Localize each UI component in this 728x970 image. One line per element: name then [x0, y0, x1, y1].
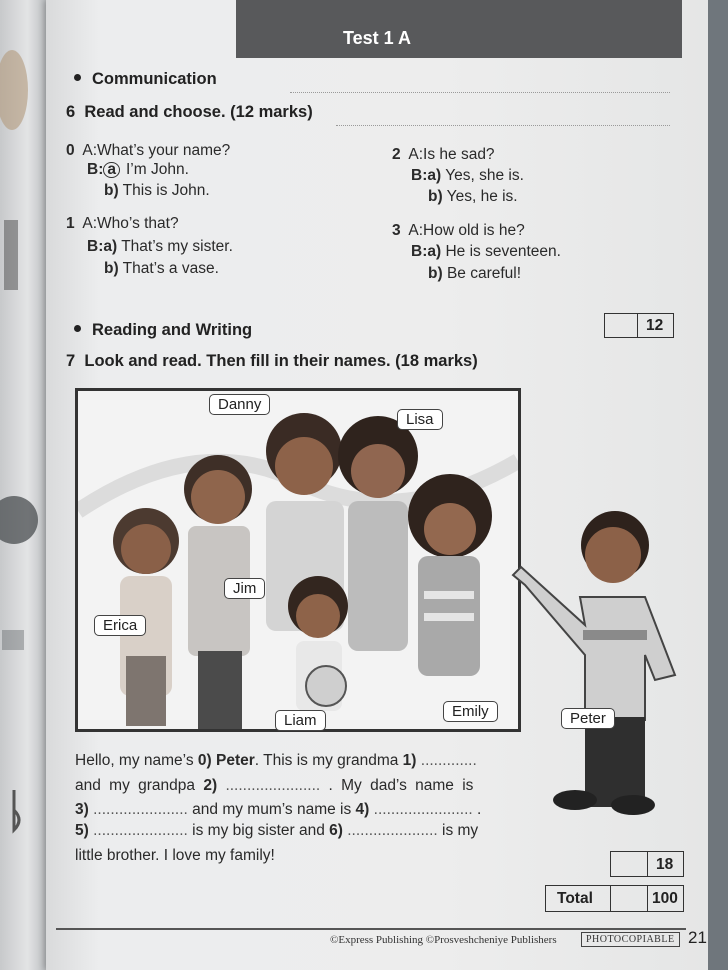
total-label: Total	[557, 890, 593, 907]
score-entry-field[interactable]	[604, 313, 638, 338]
text-line-4: 5) ...................... is my big sister and 6) ..................... is my	[75, 822, 479, 839]
score-max-communication: 12	[646, 317, 664, 334]
bullet-icon	[74, 74, 81, 81]
item-0-option-b[interactable]: b) This is John.	[104, 182, 210, 199]
blank-6[interactable]: .....................	[347, 822, 438, 839]
blank-4[interactable]: .......................	[373, 801, 473, 818]
lisa-figure	[338, 416, 418, 651]
item-0-question: 0 A:What’s your name?	[66, 142, 231, 159]
footer-credits: ©Express Publishing ©Prosveshcheniye Publishers	[330, 934, 557, 946]
family-picture	[75, 388, 521, 732]
item-2-option-b[interactable]: b) Yes, he is.	[428, 188, 518, 205]
item-1-option-a[interactable]: B:a) That’s my sister.	[87, 238, 233, 255]
blank-3[interactable]: ......................	[93, 801, 188, 818]
instruction-rule	[336, 125, 670, 126]
previous-page-illustration	[0, 0, 50, 970]
blank-2[interactable]: ......................	[225, 777, 321, 794]
text-line-3: 3) ...................... and my mum’s name is 4) ....................... .	[75, 801, 482, 818]
item-3-option-b[interactable]: b) Be careful!	[428, 265, 522, 282]
bullet-icon	[74, 325, 81, 332]
task-6-instruction: 6 Read and choose. (12 marks)	[66, 103, 313, 121]
item-3-question: 3 A:How old is he?	[392, 222, 525, 239]
label-jim: Jim	[224, 578, 265, 599]
score-max-reading: 18	[656, 856, 674, 873]
heading-rule	[290, 92, 670, 93]
score-entry-field-reading[interactable]	[610, 851, 648, 877]
label-lisa: Lisa	[397, 409, 443, 430]
label-danny: Danny	[209, 394, 270, 415]
item-2-option-a[interactable]: B:a) Yes, she is.	[411, 167, 524, 184]
text-line-5: little brother. I love my family!	[75, 847, 275, 864]
test-title: Test 1 A	[342, 28, 412, 48]
item-1-question: 1 A:Who’s that?	[66, 215, 179, 232]
peter-figure	[505, 505, 685, 825]
text-line-2: and my grandpa 2) ...................... . My dad’s name is	[75, 777, 474, 794]
task-7-instruction: 7 Look and read. Then fill in their names. (18 marks)	[66, 352, 478, 370]
blank-5[interactable]: ......................	[93, 822, 188, 839]
reading-heading: Reading and Writing	[74, 321, 252, 340]
background-edge	[708, 0, 728, 970]
footer-rule	[56, 928, 686, 930]
blank-1[interactable]: .............	[420, 752, 477, 769]
label-emily: Emily	[443, 701, 498, 722]
photocopiable-badge: PHOTOCOPIABLE	[581, 932, 680, 947]
total-entry-field[interactable]	[610, 885, 648, 912]
total-value: 100	[652, 890, 678, 907]
item-0-option-a[interactable]: B: a I’m John.	[87, 161, 189, 178]
label-erica: Erica	[94, 615, 146, 636]
label-liam: Liam	[275, 710, 326, 731]
family-illustration	[78, 391, 518, 729]
item-1-option-b[interactable]: b) That’s a vase.	[104, 260, 219, 277]
item-3-option-a[interactable]: B:a) He is seventeen.	[411, 243, 561, 260]
previous-page-edge	[0, 0, 50, 970]
label-peter: Peter	[561, 708, 615, 729]
circled-answer-icon: a	[103, 162, 120, 178]
text-line-1: Hello, my name’s 0) Peter. This is my grandma 1) .............	[75, 752, 477, 769]
item-2-question: 2 A:Is he sad?	[392, 146, 495, 163]
communication-heading: Communication	[74, 70, 217, 89]
page-number: 21	[688, 928, 707, 947]
emily-figure	[408, 474, 492, 676]
